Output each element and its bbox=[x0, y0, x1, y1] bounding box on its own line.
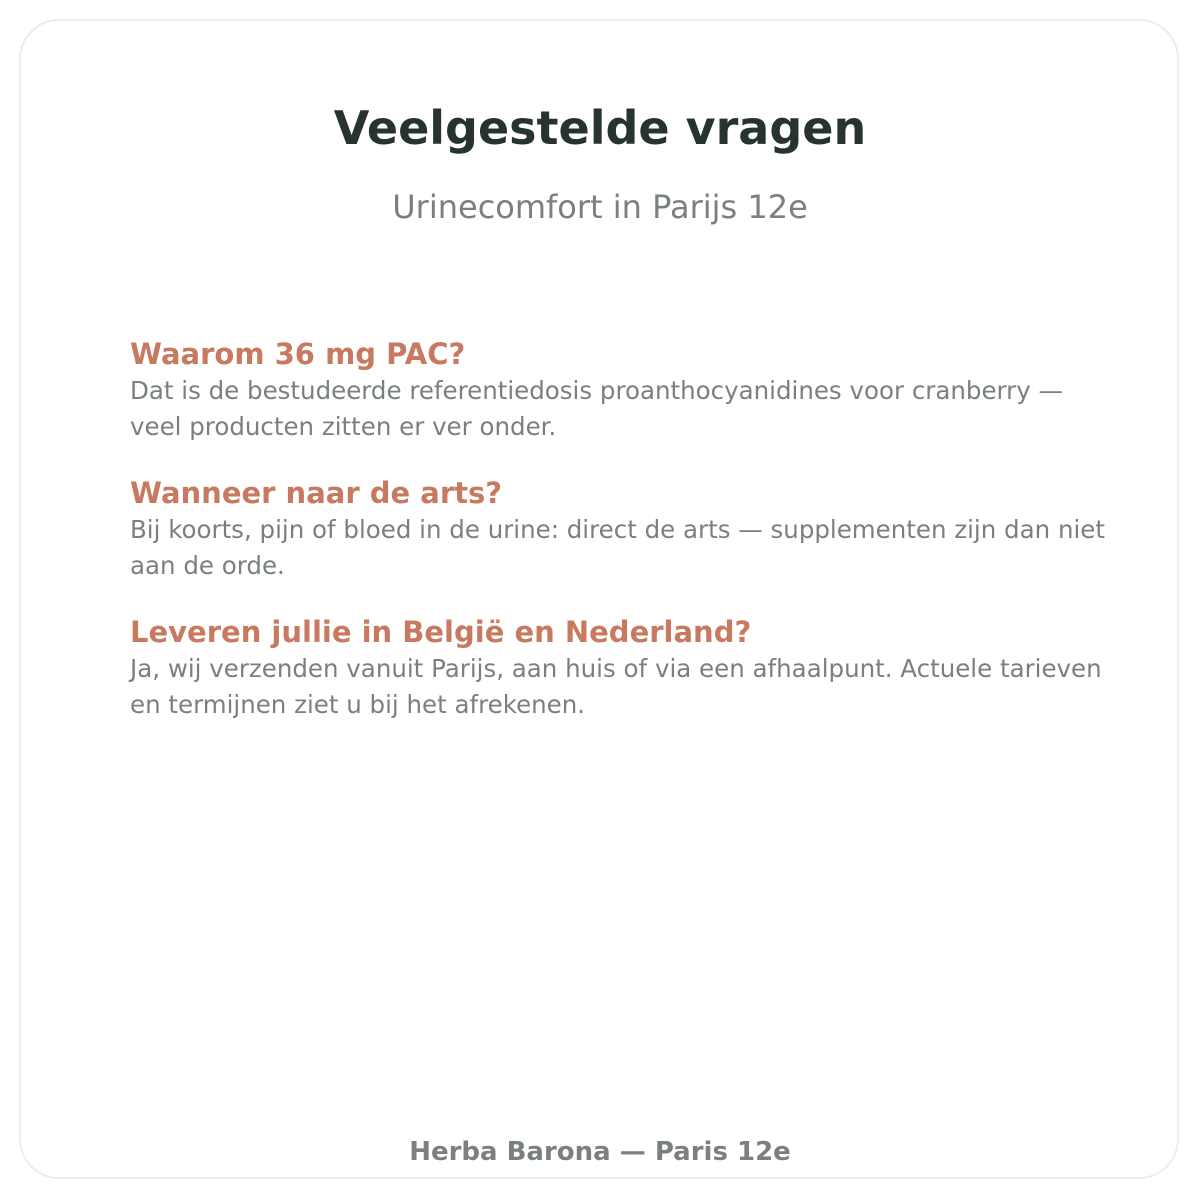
faq-item bbox=[130, 474, 1110, 584]
page-title: Veelgestelde vragen bbox=[333, 101, 867, 155]
faq-question: Leveren jullie in België en Nederland? bbox=[130, 615, 752, 649]
faq-question: Wanneer naar de arts? bbox=[130, 476, 503, 510]
faq-answer: Bij koorts, pijn of bloed in de urine: direct de arts — supplementen zijn dan niet aan de orde. bbox=[130, 515, 1105, 580]
faq-item bbox=[130, 335, 1110, 445]
faq-question: Waarom 36 mg PAC? bbox=[130, 337, 466, 371]
faq-answer: Ja, wij verzenden vanuit Parijs, aan huis of via een afhaalpunt. Actuele tarieven en termijnen ziet u bij het afrekenen. bbox=[130, 654, 1102, 719]
faq-answer: Dat is de bestudeerde referentiedosis proanthocyanidines voor cranberry — veel producten zitten er ver onder. bbox=[130, 376, 1064, 441]
faq-item bbox=[130, 613, 1110, 723]
footer-brand: Herba Barona — Paris 12e bbox=[409, 1137, 791, 1167]
page-subtitle: Urinecomfort in Parijs 12e bbox=[392, 188, 808, 226]
